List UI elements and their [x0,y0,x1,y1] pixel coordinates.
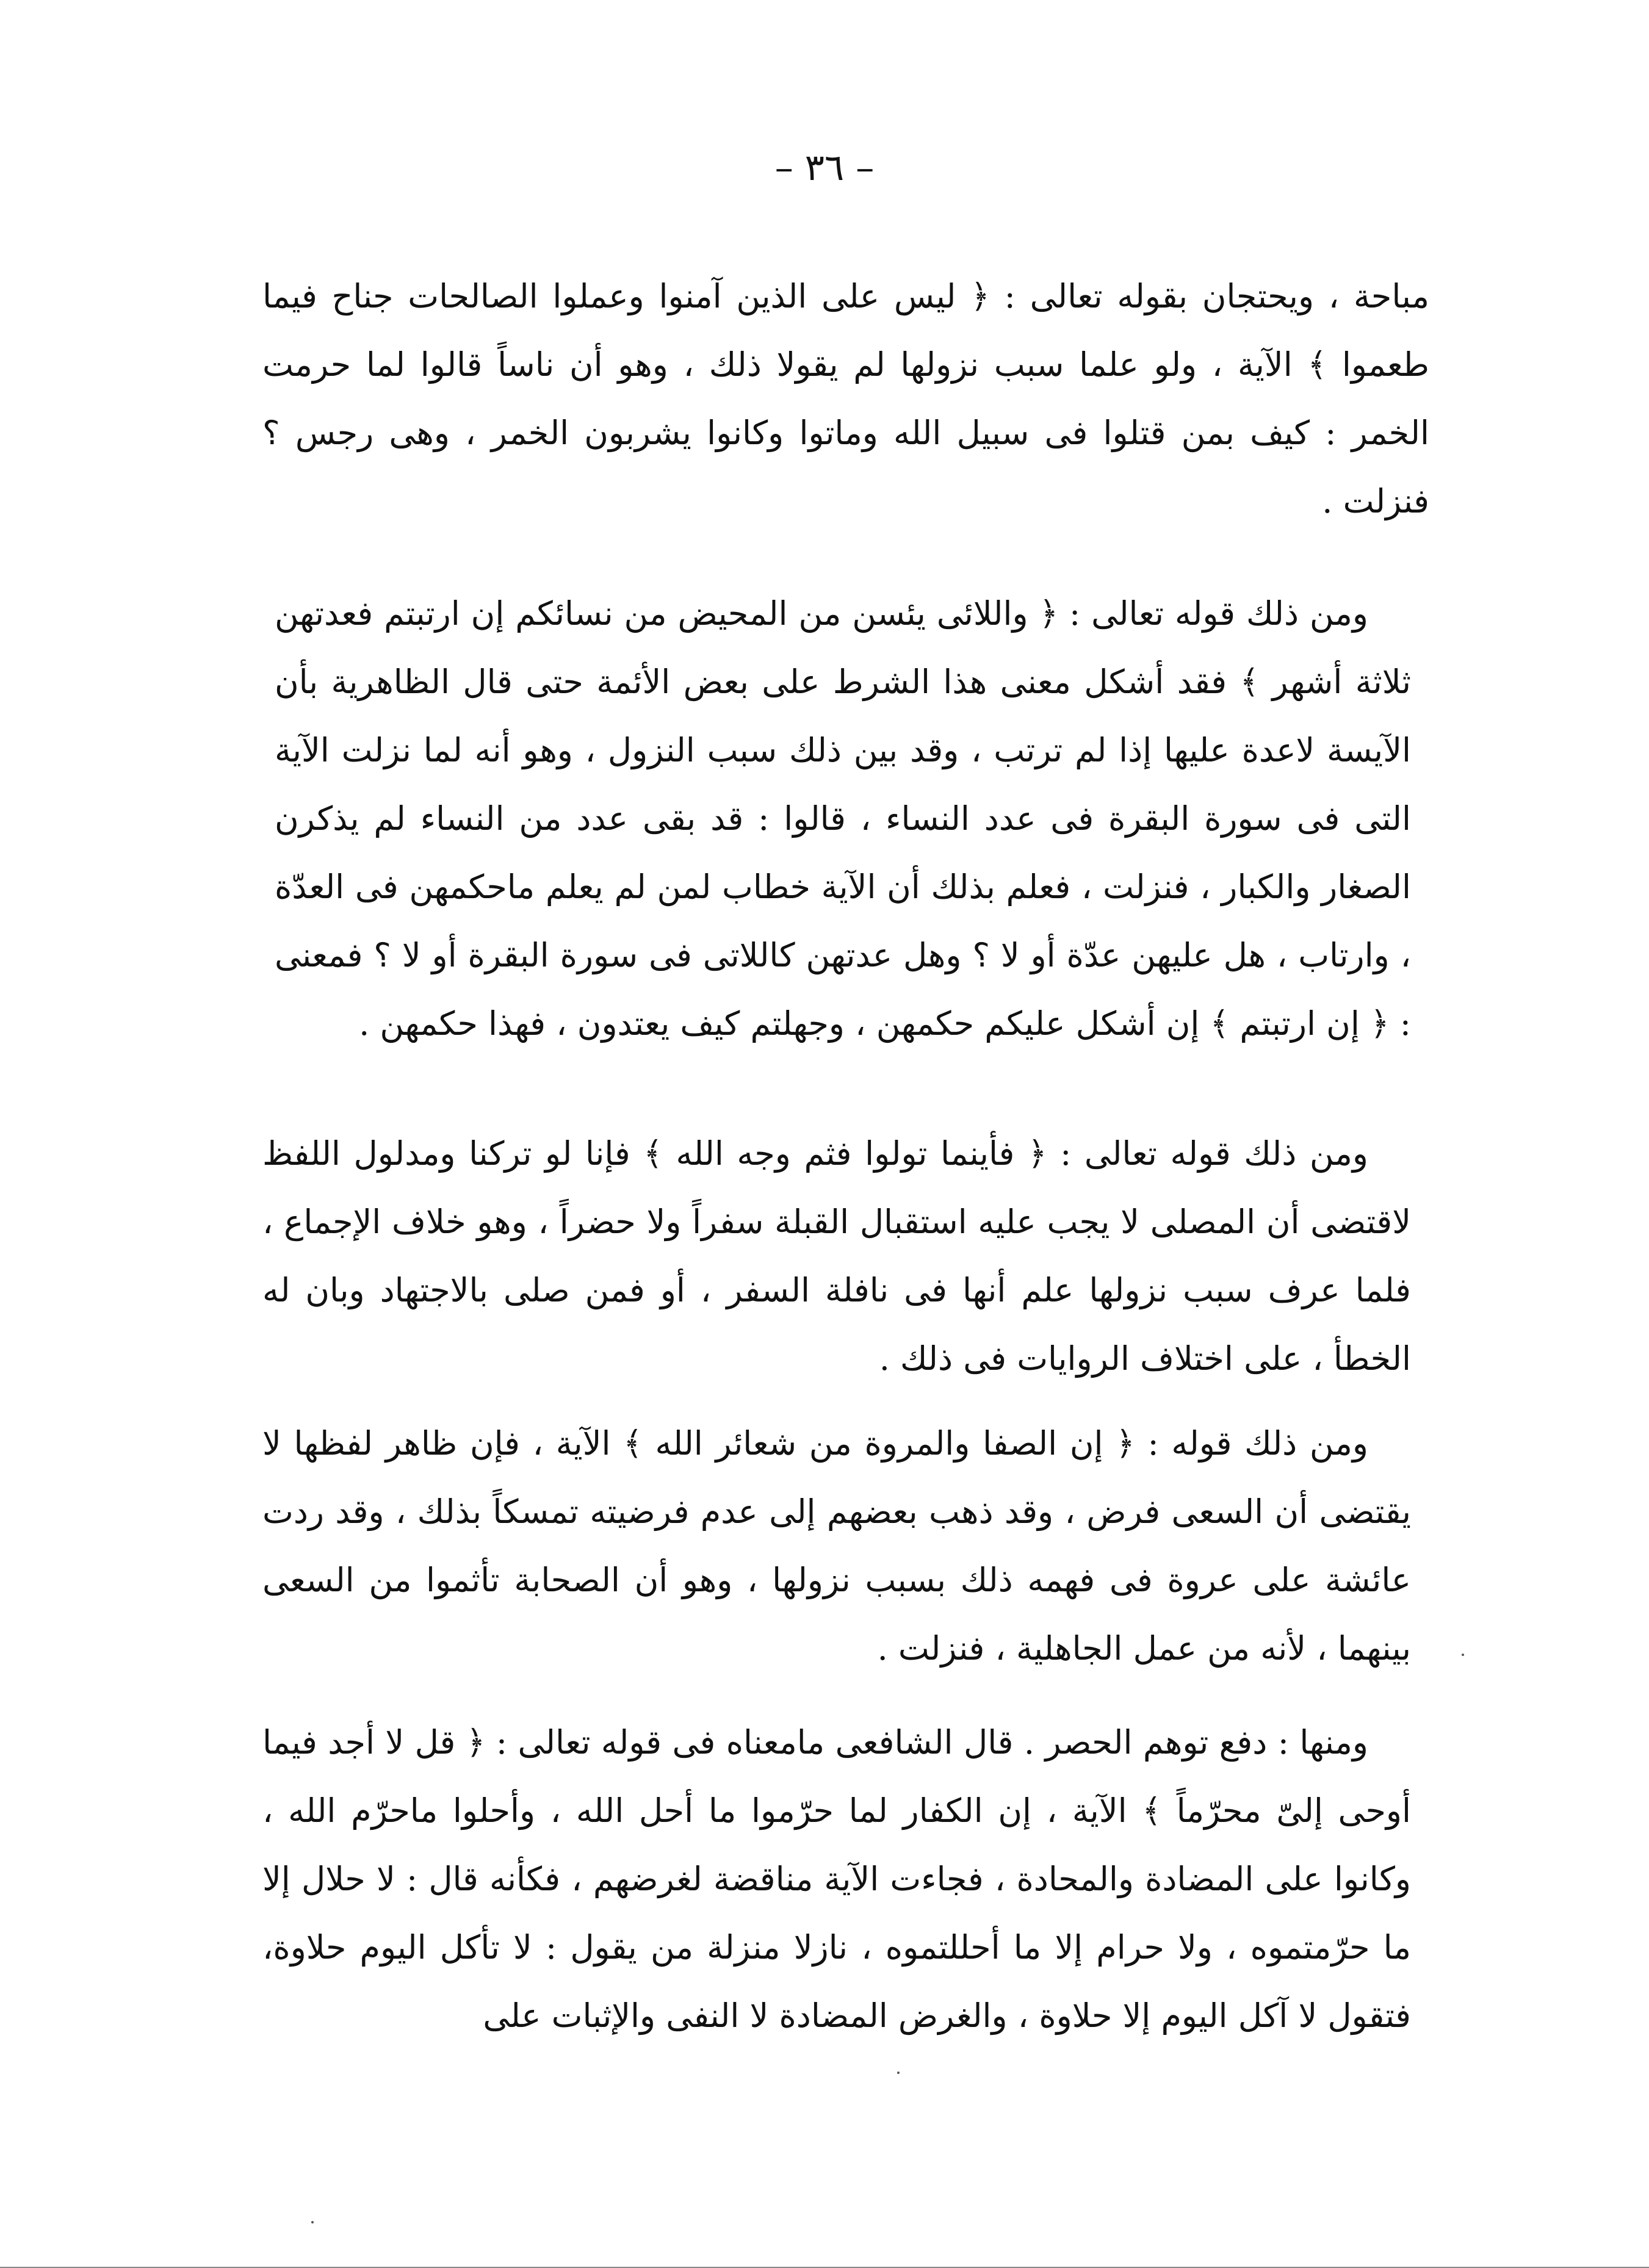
page-number: – ٣٦ – [774,146,875,189]
paragraph-5: ومنها : دفع توهم الحصر . قال الشافعى مامعناه فى قوله تعالى : ﴿ قل لا أجد فيما أوحى إلىّ محرّماً ﴾ الآية ، إن الكفار لما حرّموا ما أحل الله ، وأحلوا ماحرّم الله ، وكانوا على المضادة والمحادة ، فجاءت الآية مناقضة لغرضهم ، فكأنه قال : لا حلال إلا ما حرّمتموه ، ولا حرام إلا ما أحللتموه ، نازلا منزلة من يقول : لا تأكل اليوم حلاوة، فتقول لا آكل اليوم إلا حلاوة ، والغرض المضادة لا النفى والإثبات على [262,1723,1412,2035]
paragraph-1: مباحة ، ويحتجان بقوله تعالى : ﴿ ليس على الذين آمنوا وعملوا الصالحات جناح فيما طعموا ﴾ الآية ، ولو علما سبب نزولها لم يقولا ذلك ، وهو أن ناساً قالوا لما حرمت الخمر : كيف بمن قتلوا فى سبيل الله وماتوا وكانوا يشربون الخمر ، وهى رجس ؟ فنزلت . [262,277,1429,520]
scan-speck [311,2221,314,2223]
paragraph-2: ومن ذلك قوله تعالى : ﴿ واللائى يئسن من المحيض من نسائكم إن ارتبتم فعدتهن ثلاثة أشهر ﴾ فقد أشكل معنى هذا الشرط على بعض الأئمة حتى قال الظاهرية بأن الآيسة لاعدة عليها إذا لم ترتب ، وقد بين ذلك سبب النزول ، وهو أنه لما نزلت الآية التى فى سورة البقرة فى عدد النساء ، قالوا : قد بقى عدد من النساء لم يذكرن الصغار والكبار ، فنزلت ، فعلم بذلك أن الآية خطاب لمن لم يعلم ماحكمهن فى العدّة ، وارتاب ، هل عليهن عدّة أو لا ؟ وهل عدتهن كاللاتى فى سورة البقرة أو لا ؟ فمعنى : ﴿ إن ارتبتم ﴾ إن أشكل عليكم حكمهن ، وجهلتم كيف يعتدون ، فهذا حكمهن . [275,594,1411,1043]
scan-speck [897,2072,900,2074]
scan-speck [1462,1654,1464,1656]
paragraph-4: ومن ذلك قوله : ﴿ إن الصفا والمروة من شعائر الله ﴾ الآية ، فإن ظاهر لفظها لا يقتضى أن السعى فرض ، وقد ذهب بعضهم إلى عدم فرضيته تمسكاً بذلك ، وقد ردت عائشة على عروة فى فهمه ذلك بسبب نزولها ، وهو أن الصحابة تأثموا من السعى بينهما ، لأنه من عمل الجاهلية ، فنزلت . [262,1424,1411,1668]
paragraph-3: ومن ذلك قوله تعالى : ﴿ فأينما تولوا فثم وجه الله ﴾ فإنا لو تركنا ومدلول اللفظ لاقتضى أن المصلى لا يجب عليه استقبال القبلة سفراً ولا حضراً ، وهو خلاف الإجماع ، فلما عرف سبب نزولها علم أنها فى نافلة السفر ، أو فمن صلى بالاجتهاد وبان له الخطأ ، على اختلاف الروايات فى ذلك . [262,1134,1411,1378]
